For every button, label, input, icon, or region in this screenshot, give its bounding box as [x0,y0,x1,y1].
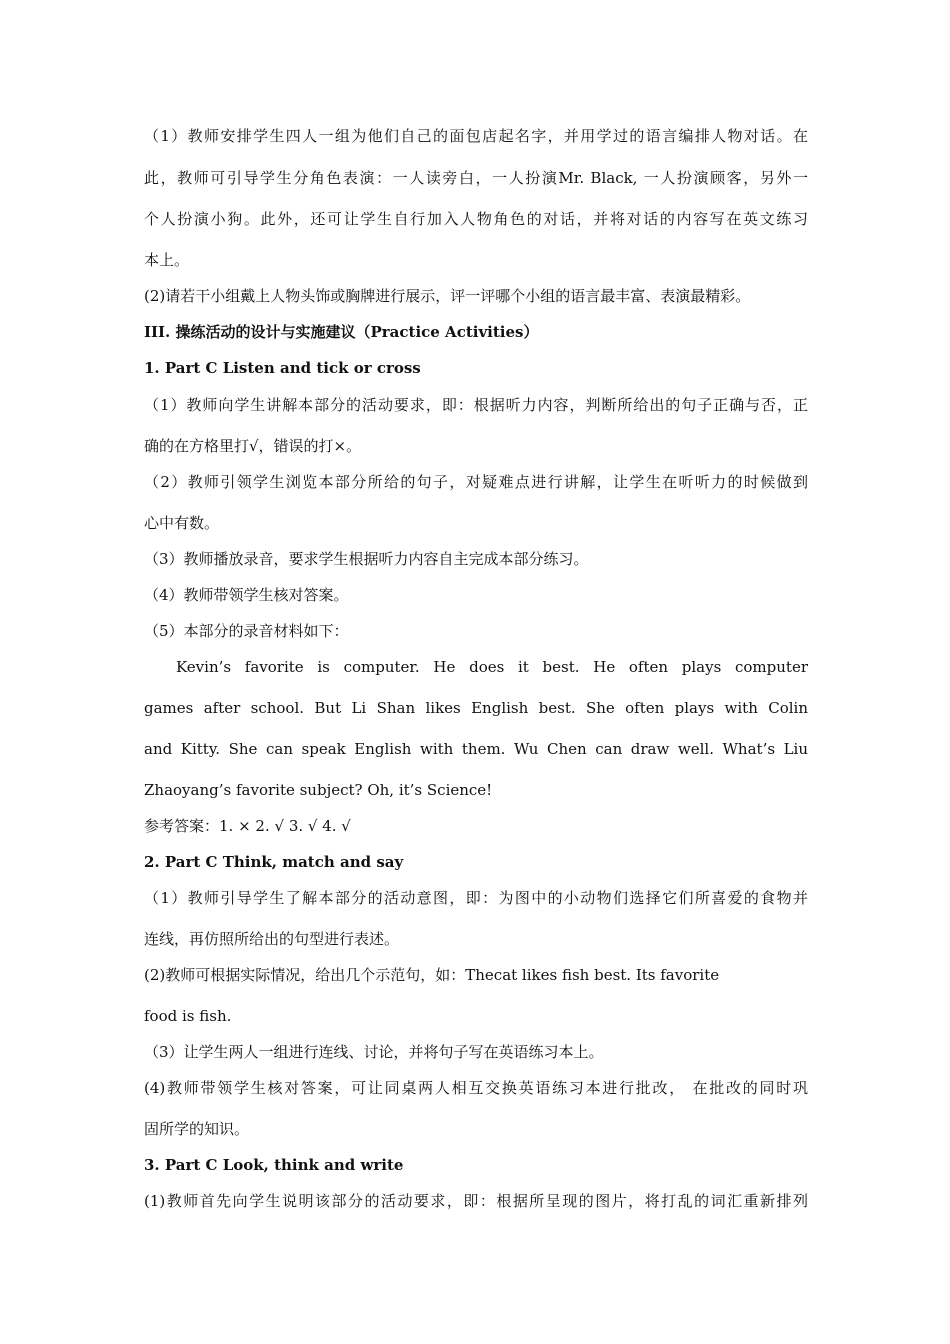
paragraph-line: (1)教师首先向学生说明该部分的活动要求，即：根据所呈现的图片，将打乱的词汇重新排列 [144,1192,808,1210]
paragraph-line: (2)教师可根据实际情况，给出几个示范句，如：Thecat likes fish best. Its favorite [144,966,720,984]
subsection-heading: 2. Part C Think, match and say [144,853,404,871]
transcript-line: and Kitty. She can speak English with them. Wu Chen can draw well. What’s Liu [144,740,808,758]
section-heading: III. 操练活动的设计与实施建议（Practice Activities） [144,323,539,341]
paragraph-line: （1）教师引导学生了解本部分的活动意图，即：为图中的小动物们选择它们所喜爱的食物并 [144,889,808,907]
answer-key: 参考答案：1. × 2. √ 3. √ 4. √ [144,817,351,835]
paragraph-line: （1）教师安排学生四人一组为他们自己的面包店起名字，并用学过的语言编排人物对话。在 [144,127,808,145]
paragraph-line: （5）本部分的录音材料如下： [144,622,349,640]
transcript-line: Zhaoyang’s favorite subject? Oh, it’s Science! [144,781,493,799]
paragraph-line: 心中有数。 [144,514,220,532]
paragraph-line: （2）教师引领学生浏览本部分所给的句子，对疑难点进行讲解，让学生在听听力的时候做到 [144,473,808,491]
paragraph-line: （4）教师带领学生核对答案。 [144,586,349,604]
paragraph-line: food is fish. [144,1007,232,1025]
paragraph-line: 此，教师可引导学生分角色表演：一人读旁白，一人扮演Mr. Black, 一人扮演顾客，另外一 [144,169,808,187]
subsection-heading: 3. Part C Look, think and write [144,1156,404,1174]
paragraph-line: 连线，再仿照所给出的句型进行表述。 [144,930,400,948]
paragraph-line: (2)请若干小组戴上人物头饰或胸牌进行展示，评一评哪个小组的语言最丰富、表演最精彩。 [144,287,751,305]
paragraph-line: 本上。 [144,251,190,269]
paragraph-line: 固所学的知识。 [144,1120,250,1138]
paragraph-line: （3）让学生两人一组进行连线、讨论，并将句子写在英语练习本上。 [144,1043,604,1061]
paragraph-line: （1）教师向学生讲解本部分的活动要求，即：根据听力内容，判断所给出的句子正确与否，正 [144,396,808,414]
paragraph-line: 确的在方格里打√，错误的打×。 [144,437,362,455]
transcript-line: Kevin’s favorite is computer. He does it best. He often plays computer [176,658,808,676]
paragraph-line: （3）教师播放录音，要求学生根据听力内容自主完成本部分练习。 [144,550,589,568]
subsection-heading: 1. Part C Listen and tick or cross [144,359,421,377]
paragraph-line: 个人扮演小狗。此外，还可让学生自行加入人物角色的对话，并将对话的内容写在英文练习 [144,210,808,228]
transcript-line: games after school. But Li Shan likes English best. She often plays with Colin [144,699,808,717]
paragraph-line: (4)教师带领学生核对答案，可让同桌两人相互交换英语练习本进行批改， 在批改的同时巩 [144,1079,808,1097]
